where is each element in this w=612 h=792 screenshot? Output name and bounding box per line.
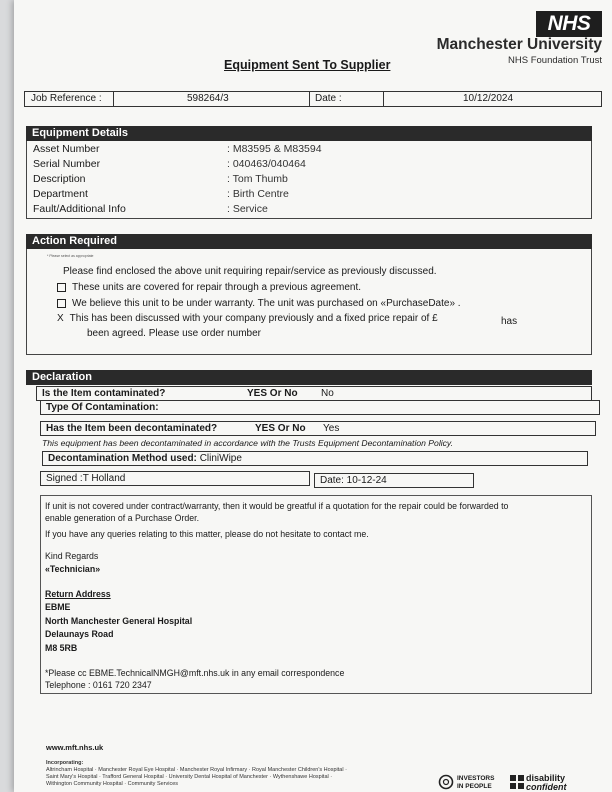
department-label: Department [33, 188, 88, 200]
job-reference-row [24, 91, 602, 107]
email-cc-note: *Please cc EBME.TechnicalNMGH@mft.nhs.uk in any email correspondence [45, 668, 345, 678]
fault-info-label: Fault/Additional Info [33, 203, 126, 215]
kind-regards: Kind Regards [45, 551, 99, 561]
contamination-type-row [40, 400, 600, 415]
trust-name-block [437, 36, 602, 66]
fixed-price-text: This has been discussed with your company previously and a fixed price repair of £ [69, 313, 438, 324]
fixed-price-line2: been agreed. Please use order number [87, 328, 262, 339]
document-title: Equipment Sent To Supplier [224, 58, 391, 72]
equipment-details-heading: Equipment Details [26, 126, 592, 141]
hospitals-line1: Altrincham Hospital · Manchester Royal Eye Hospital · Manchester Royal Infirmary · Royal Manchester Children's Hospital · [46, 767, 347, 773]
fault-info-value: : Service [227, 203, 268, 215]
dc-line2: confident [526, 782, 567, 792]
action-required-heading: Action Required [26, 234, 592, 249]
select-note: * Please select as appropriate [47, 254, 94, 258]
equipment-details-section [26, 141, 592, 219]
quotation-line2: enable generation of a Purchase Order. [45, 513, 200, 523]
fixed-price-has: has [501, 316, 518, 327]
nhs-logo: NHS [536, 11, 602, 37]
website: www.mft.nhs.uk [46, 743, 104, 752]
return-address-heading: Return Address [45, 589, 111, 599]
checkbox-warranty[interactable] [57, 299, 66, 308]
description-label: Description [33, 173, 86, 185]
iip-line1: INVESTORS [457, 775, 495, 782]
declaration-date-field [314, 473, 474, 488]
option-warranty-text: We believe this unit to be under warranty. The unit was purchased on «PurchaseDate» . [72, 298, 461, 309]
queries-line: If you have any queries relating to this matter, please do not hesitate to contact me. [45, 529, 369, 539]
disability-confident-icon [510, 775, 524, 789]
asset-number-value: : M83595 & M83594 [227, 143, 322, 155]
action-intro: Please find enclosed the above unit requiring repair/service as previously discussed. [63, 266, 437, 277]
address-line3: Delaunays Road [45, 629, 114, 639]
contamination-type-label: Type Of Contamination: [46, 402, 159, 413]
investors-in-people-icon [438, 774, 454, 790]
contaminated-question: Is the Item contaminated? [42, 388, 166, 399]
fixed-price-mark: X [57, 313, 64, 324]
incorporating-label: Incorporating: [46, 760, 84, 766]
investors-in-people [457, 775, 494, 791]
policy-statement: This equipment has been decontaminated in accordance with the Trusts Equipment Decontamination Policy. [42, 438, 453, 448]
quotation-line1: If unit is not covered under contract/warranty, then it would be greatful if a quotation for the repair could be forwarded to [45, 501, 509, 511]
document-page [14, 0, 612, 792]
declaration-date: Date: 10-12-24 [320, 475, 387, 486]
department-value: : Birth Centre [227, 188, 289, 200]
description-value: : Tom Thumb [227, 173, 288, 185]
date-value: 10/12/2024 [463, 93, 514, 104]
decon-method-label: Decontamination Method used: [48, 453, 197, 464]
date-label: Date : [315, 93, 342, 104]
asset-number-label: Asset Number [33, 143, 100, 155]
decontaminated-question: Has the Item been decontaminated? [46, 423, 218, 434]
decontaminated-options: YES Or No [255, 423, 306, 434]
telephone: Telephone : 0161 720 2347 [45, 680, 152, 690]
declaration-heading: Declaration [26, 370, 592, 385]
serial-number-value: : 040463/040464 [227, 158, 306, 170]
address-line4: M8 5RB [45, 643, 78, 653]
signed-text: Signed :T Holland [46, 473, 126, 484]
serial-number-label: Serial Number [33, 158, 101, 170]
iip-line2: IN PEOPLE [457, 783, 492, 790]
job-reference-value: 598264/3 [187, 93, 229, 104]
contaminated-options: YES Or No [247, 388, 298, 399]
option-warranty [57, 298, 461, 309]
trust-name: Manchester University [436, 36, 602, 53]
decontaminated-row [40, 421, 596, 436]
address-line2: North Manchester General Hospital [45, 616, 193, 626]
hospitals-line3: Withington Community Hospital · Community Services [46, 781, 179, 787]
disability-confident [526, 774, 567, 792]
letter-section [40, 495, 592, 694]
contaminated-row [36, 386, 592, 401]
option-previous-agreement [57, 282, 361, 293]
checkbox-previous-agreement[interactable] [57, 283, 66, 292]
technician-name: «Technician» [45, 564, 101, 574]
address-line1: EBME [45, 602, 71, 612]
decon-method-row [42, 451, 588, 466]
action-required-section [26, 249, 592, 355]
option-fixed-price [57, 313, 438, 324]
decon-method-value: CliniWipe [199, 453, 242, 464]
contaminated-answer: No [321, 388, 334, 399]
hospitals-line2: Saint Mary's Hospital · Trafford General Hospital · University Dental Hospital of Manchester · Wythenshawe Hospital · [46, 774, 333, 780]
decontaminated-answer: Yes [323, 423, 340, 434]
dc-line1: disability [526, 773, 566, 783]
job-reference-label: Job Reference : [31, 93, 102, 104]
signed-field [40, 471, 310, 486]
trust-subtitle: NHS Foundation Trust [508, 55, 602, 66]
option-previous-agreement-text: These units are covered for repair through a previous agreement. [72, 282, 362, 293]
